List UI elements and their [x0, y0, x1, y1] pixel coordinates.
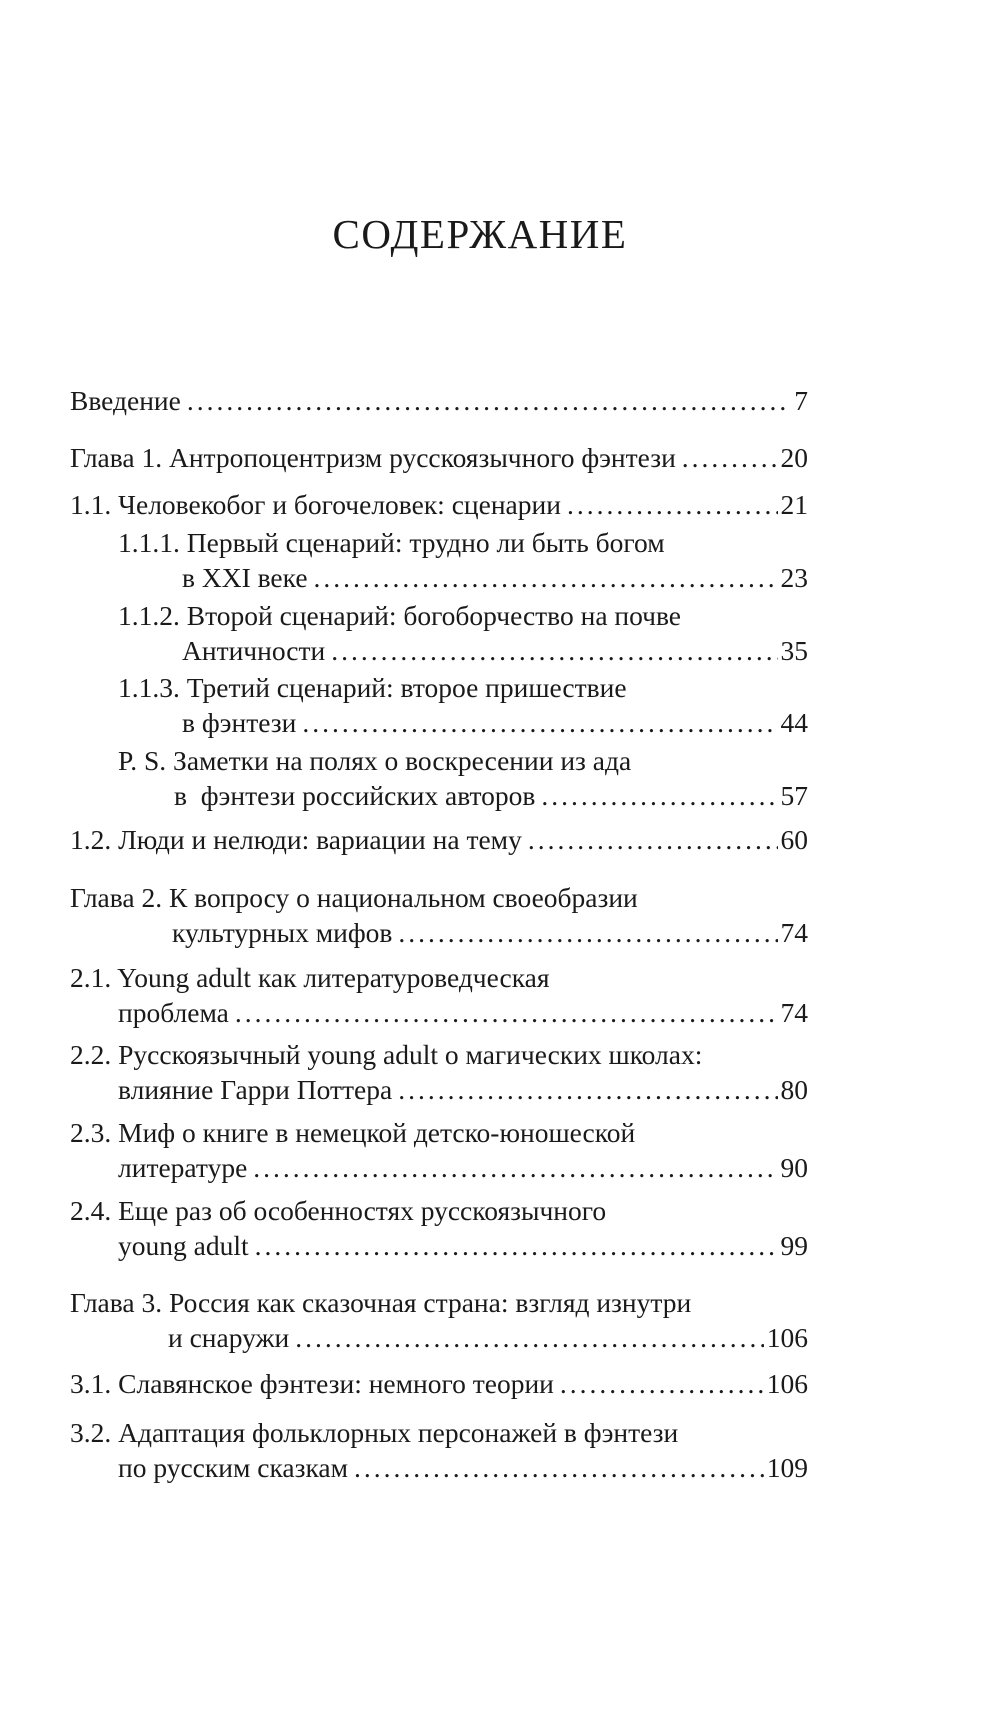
toc-entry-label-continued: Античности [182, 635, 326, 666]
toc-entry-label: 1.1.3. Третий сценарий: второе пришествие [118, 672, 627, 703]
toc-page-number: 74 [780, 997, 808, 1028]
toc-page-number: 21 [780, 489, 808, 520]
toc-entry-section-1-2[interactable] [70, 822, 808, 857]
toc-page-number: 20 [780, 442, 808, 473]
toc-entry-label-continued: и снаружи [168, 1322, 290, 1353]
toc-entry-section-2-3[interactable] [70, 1115, 808, 1185]
toc-entry-section-3-2[interactable] [70, 1415, 808, 1485]
toc-page-number: 23 [780, 562, 808, 593]
dot-leader [560, 1366, 764, 1401]
dot-leader [253, 1150, 777, 1185]
toc-entry-label-continued: проблема [118, 997, 229, 1028]
dot-leader [235, 995, 778, 1030]
toc-entry-label: 2.4. Еще раз об особенностях русскоязычного [70, 1195, 607, 1226]
dot-leader [398, 1072, 777, 1107]
dot-leader [295, 1320, 764, 1355]
toc-entry-label: P. S. Заметки на полях о воскресении из ада [118, 745, 632, 776]
toc-entry-section-1-1-2[interactable] [118, 598, 808, 668]
toc-entry-section-1-1[interactable] [70, 487, 808, 522]
toc-entry-chapter-3[interactable] [70, 1285, 808, 1355]
toc-page-number: 74 [780, 917, 808, 948]
toc-entry-section-2-1[interactable] [70, 960, 808, 1030]
dot-leader [567, 487, 778, 522]
toc-page-number: 99 [780, 1230, 808, 1261]
toc-page-number: 80 [780, 1074, 808, 1105]
dot-leader [398, 915, 777, 950]
toc-entry-introduction[interactable] [70, 383, 808, 418]
toc-entry-label: 1.1. Человекобог и богочеловек: сценарии [70, 489, 561, 520]
dot-leader [354, 1450, 764, 1485]
toc-entry-label-continued: в фэнтези [182, 707, 297, 738]
toc-page-number: 90 [780, 1152, 808, 1183]
dot-leader [187, 383, 791, 418]
toc-entry-label: 2.2. Русскоязычный young adult о магических школах: [70, 1039, 703, 1070]
toc-page-number: 7 [794, 385, 808, 416]
toc-entry-label: 3.2. Адаптация фольклорных персонажей в фэнтези [70, 1417, 679, 1448]
dot-leader [331, 633, 777, 668]
toc-entry-label-continued: young adult [118, 1230, 249, 1261]
toc-entry-label: 1.2. Люди и нелюди: вариации на тему [70, 824, 522, 855]
page-title: СОДЕРЖАНИЕ [332, 211, 628, 257]
toc-entry-label-continued: культурных мифов [172, 917, 393, 948]
toc-page-number: 35 [780, 635, 808, 666]
toc-entry-label-continued: литературе [118, 1152, 248, 1183]
dot-leader [255, 1228, 778, 1263]
toc-page-number: 106 [766, 1368, 808, 1399]
toc-entry-section-2-2[interactable] [70, 1037, 808, 1107]
toc-page-number: 109 [766, 1452, 808, 1483]
toc-entry-section-2-4[interactable] [70, 1193, 808, 1263]
toc-entry-section-3-1[interactable] [70, 1366, 808, 1401]
toc-entry-label: 3.1. Славянское фэнтези: немного теории [70, 1368, 554, 1399]
dot-leader [528, 822, 778, 857]
toc-entry-label: Глава 2. К вопросу о национальном своеобразии [70, 882, 638, 913]
toc-entry-label: Глава 3. Россия как сказочная страна: взгляд изнутри [70, 1287, 692, 1318]
toc-entry-label: Глава 1. Антропоцентризм русскоязычного фэнтези [70, 442, 676, 473]
toc-entry-section-1-1-3[interactable] [118, 670, 808, 740]
toc-entry-label: Введение [70, 385, 181, 416]
toc-entry-label-continued: по русским сказкам [118, 1452, 349, 1483]
toc-entry-label-continued: влияние Гарри Поттера [118, 1074, 393, 1105]
dot-leader [541, 778, 777, 813]
toc-entry-label: 2.1. Young adult как литературоведческая [70, 962, 550, 993]
toc-entry-postscript[interactable] [118, 743, 808, 813]
dot-leader [682, 440, 778, 475]
toc-page-number: 106 [766, 1322, 808, 1353]
toc-entry-label: 1.1.2. Второй сценарий: богоборчество на почве [118, 600, 682, 631]
dot-leader [302, 705, 777, 740]
toc-entry-label-continued: в фэнтези российских авторов [174, 780, 536, 811]
toc-page-number: 57 [780, 780, 808, 811]
toc-page-number: 44 [780, 707, 808, 738]
toc-entry-label: 2.3. Миф о книге в немецкой детско-юношеской [70, 1117, 636, 1148]
toc-page-number: 60 [780, 824, 808, 855]
toc-entry-section-1-1-1[interactable] [118, 525, 808, 595]
toc-entry-chapter-1[interactable] [70, 440, 808, 475]
toc-entry-chapter-2[interactable] [70, 880, 808, 950]
toc-entry-label-continued: в XXI веке [182, 562, 308, 593]
dot-leader [314, 560, 778, 595]
toc-entry-label: 1.1.1. Первый сценарий: трудно ли быть богом [118, 527, 665, 558]
